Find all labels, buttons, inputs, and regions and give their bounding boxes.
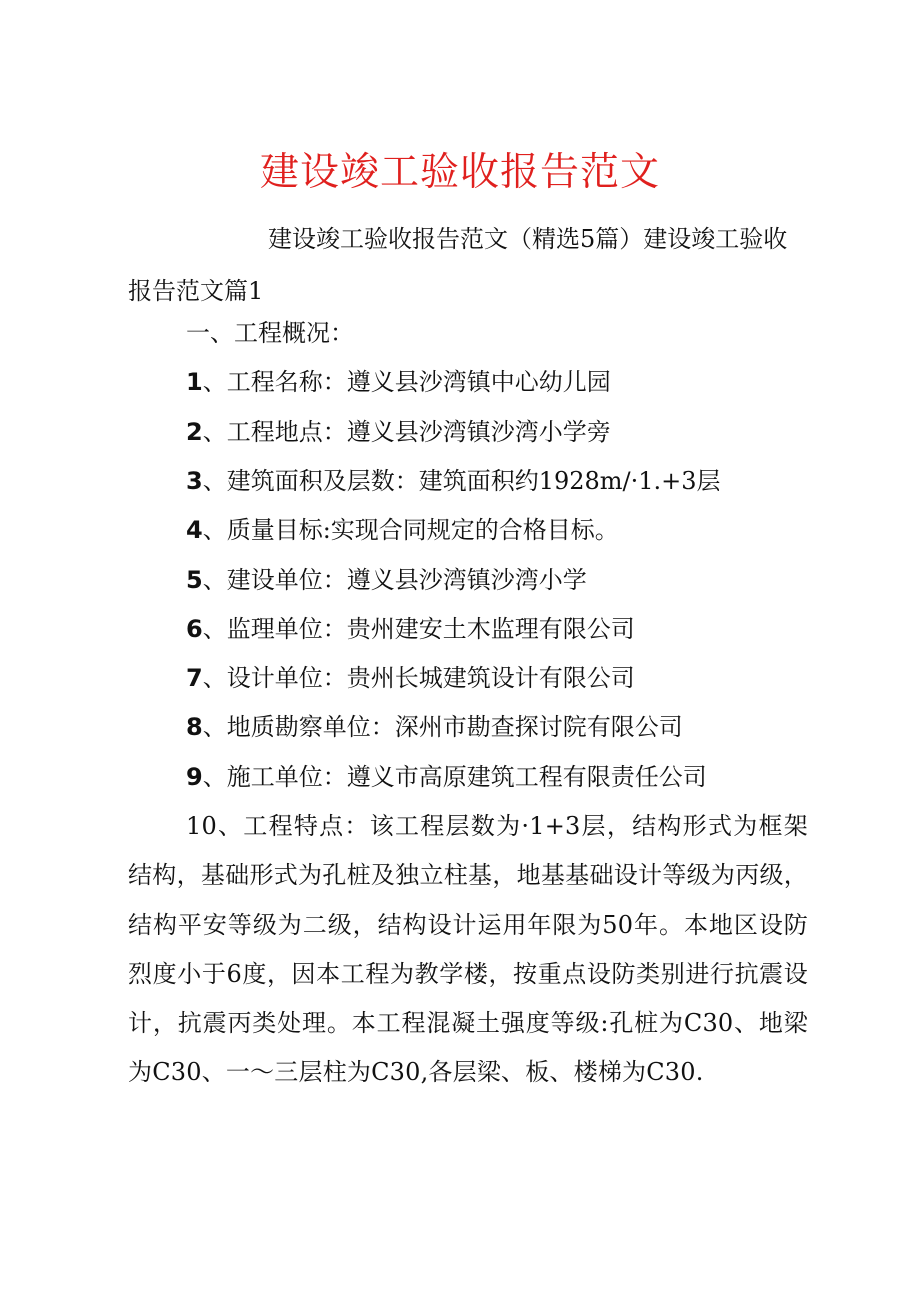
document-title: 建设竣工验收报告范文 [259, 150, 660, 195]
section-heading: 一、工程概况： [186, 319, 354, 347]
list-item: 9、施工单位：遵义市高原建筑工程有限责任公司 [186, 762, 707, 791]
list-item: 2、工程地点：遵义县沙湾镇沙湾小学旁 [186, 417, 611, 446]
project-features-paragraph: 10、工程特点：该工程层数为·1+3层，结构形式为框架结构，基础形式为孔桩及独立柱基，地基基础设计等级为丙级，结构平安等级为二级，结构设计运用年限为50年。本地区设防烈度小于6度，因本工程为教学楼，按重点设防类别进行抗震设计，抗震丙类处理。本工程混凝土强度等级:孔桩为C30、地梁为C30、一～三层柱为C30,各层梁、板、楼梯为C30. [128, 812, 808, 1087]
list-item: 1、工程名称：遵义县沙湾镇中心幼儿园 [186, 368, 611, 397]
list-item: 5、建设单位：遵义县沙湾镇沙湾小学 [186, 565, 587, 594]
list-item: 7、设计单位：贵州长城建筑设计有限公司 [186, 664, 635, 693]
list-item: 4、质量目标:实现合同规定的合格目标。 [186, 516, 619, 545]
list-item: 3、建筑面积及层数：建筑面积约1928m∕·1.+3层 [186, 466, 721, 495]
intro-paragraph: 建设竣工验收报告范文（精选5篇）建设竣工验收报告范文篇1 [128, 225, 788, 305]
list-item: 6、监理单位：贵州建安土木监理有限公司 [186, 614, 635, 643]
list-item: 8、地质勘察单位：深州市勘查探讨院有限公司 [186, 713, 683, 742]
